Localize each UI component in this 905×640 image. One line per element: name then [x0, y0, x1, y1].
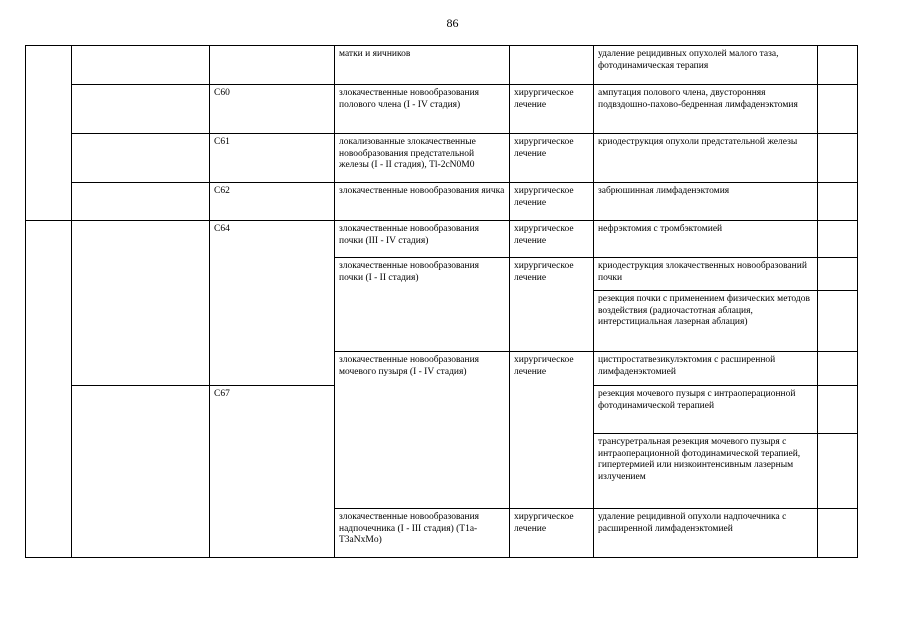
treatment-type-cell: хирургическое лечение [510, 134, 594, 183]
table-row [26, 46, 858, 85]
treatment-type-cell: хирургическое лечение [510, 509, 594, 558]
method-cell: нефрэктомия с тромбэктомией [594, 221, 818, 258]
treatment-type-cell [510, 46, 594, 85]
method-cell: резекция почки с применением физических методов воздействия (радиочастотная аблация, интерстициальная лазерная аблация) [594, 291, 818, 352]
procedure-name-cell [72, 221, 210, 386]
method-cell: трансуретральная резекция мочевого пузыря с интраоперационной фотодинамической терапией, гипертермией или низкоинтенсивным лазерным излучением [594, 434, 818, 509]
treatment-type-cell: хирургическое лечение [510, 85, 594, 134]
norm-cell [818, 386, 858, 434]
procedure-name-cell [72, 134, 210, 183]
method-cell: забрюшинная лимфаденэктомия [594, 183, 818, 221]
disease-cell: злокачественные новообразования полового члена (I - IV стадия) [335, 85, 510, 134]
method-cell: криодеструкция опухоли предстательной железы [594, 134, 818, 183]
method-cell: удаление рецидивной опухоли надпочечника с расширенной лимфаденэктомией [594, 509, 818, 558]
method-cell: ампутация полового члена, двусторонняя подвздошно-пахово-бедренная лимфаденэктомия [594, 85, 818, 134]
norm-cell [818, 221, 858, 258]
norm-cell [818, 291, 858, 352]
table-row [26, 85, 858, 134]
norm-cell [818, 85, 858, 134]
method-cell: цистпростатвезикулэктомия с расширенной лимфаденэктомией [594, 352, 818, 386]
method-cell: удаление рецидивных опухолей малого таза, фотодинамическая терапия [594, 46, 818, 85]
norm-cell [818, 434, 858, 509]
icd-code-cell: C67 [210, 386, 335, 558]
treatment-type-cell: хирургическое лечение [510, 183, 594, 221]
procedure-name-cell [72, 46, 210, 85]
icd-code-cell: C64 [210, 221, 335, 386]
disease-cell: злокачественные новообразования надпочечника (I - III стадия) (T1a-T3aNxMo) [335, 509, 510, 558]
procedures-table [25, 45, 858, 558]
disease-cell: локализованные злокачественные новообразования предстательной железы (I - II стадия), Tl-2cN0M0 [335, 134, 510, 183]
icd-code-cell: C61 [210, 134, 335, 183]
disease-cell: злокачественные новообразования почки (III - IV стадия) [335, 221, 510, 258]
disease-cell: злокачественные новообразования почки (I - II стадия) [335, 258, 510, 352]
table-row [26, 221, 858, 258]
method-cell: криодеструкция злокачественных новообразований почки [594, 258, 818, 291]
icd-code-cell [210, 46, 335, 85]
treatment-type-cell: хирургическое лечение [510, 258, 594, 352]
method-cell: резекция мочевого пузыря с интраоперационной фотодинамической терапией [594, 386, 818, 434]
treatment-type-cell: хирургическое лечение [510, 352, 594, 509]
disease-cell: матки и яичников [335, 46, 510, 85]
group-number-cell-2 [26, 221, 72, 558]
procedure-name-cell [72, 85, 210, 134]
norm-cell [818, 352, 858, 386]
norm-cell [818, 509, 858, 558]
disease-cell: злокачественные новообразования мочевого пузыря (I - IV стадия) [335, 352, 510, 509]
treatment-type-cell: хирургическое лечение [510, 221, 594, 258]
table-row [26, 134, 858, 183]
norm-cell [818, 134, 858, 183]
norm-cell [818, 183, 858, 221]
disease-cell: злокачественные новообразования яичка [335, 183, 510, 221]
procedure-name-cell [72, 386, 210, 558]
table-row [26, 183, 858, 221]
group-number-cell-1 [26, 46, 72, 221]
icd-code-cell: C62 [210, 183, 335, 221]
norm-cell [818, 258, 858, 291]
norm-cell [818, 46, 858, 85]
procedure-name-cell [72, 183, 210, 221]
icd-code-cell: C60 [210, 85, 335, 134]
page-number: 86 [446, 16, 459, 30]
